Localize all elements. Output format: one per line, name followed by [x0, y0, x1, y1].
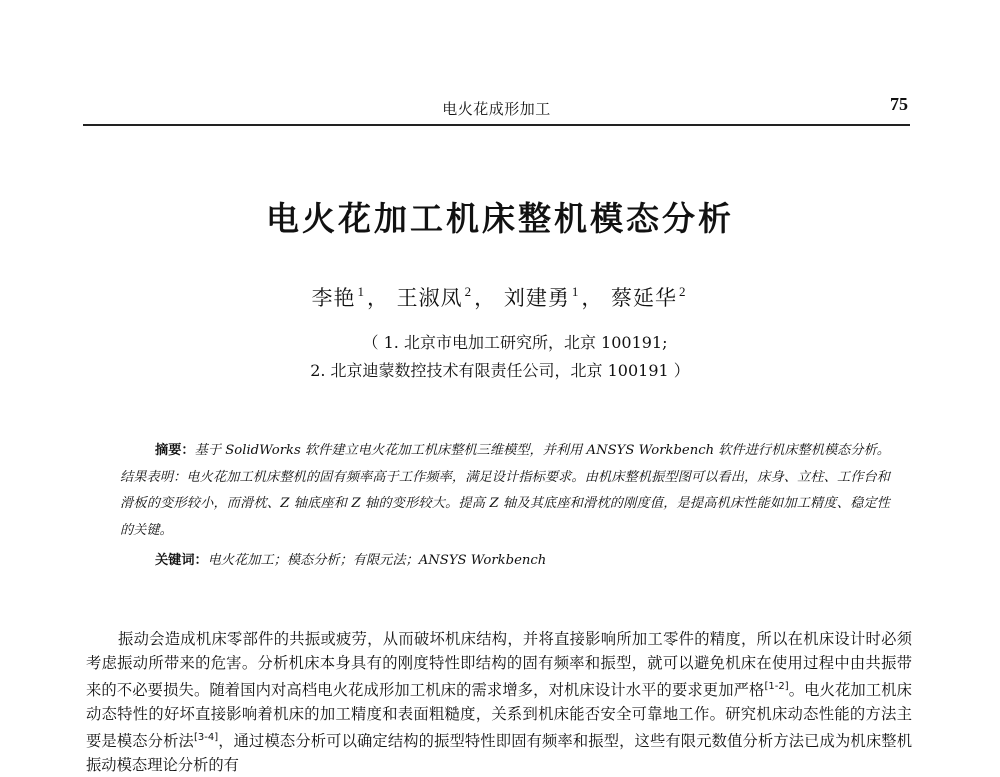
affiliation-line-2: 2. 北京迪蒙数控技术有限责任公司，北京 100191 ） — [310, 361, 690, 380]
author-name: 蔡延华 — [611, 286, 678, 310]
author-affiliation-mark: 1 — [357, 284, 365, 299]
journal-section-title: 电火花成形加工 — [442, 100, 551, 118]
author-list — [0, 282, 1000, 312]
keywords-text: 电火花加工；模态分析；有限元法；ANSYS Workbench — [207, 553, 547, 568]
page-number: 75 — [890, 94, 908, 114]
body-text-part: ，通过模态分析可以确定结构的振型特性即固有频率和振型，这些有限元数值分析方法已成为机床整机振动模态理论分析的有 — [86, 732, 912, 774]
keywords — [155, 549, 546, 568]
abstract — [120, 438, 890, 544]
author-name: 王淑凤 — [396, 286, 463, 310]
author-name: 李艳 — [311, 286, 356, 310]
citation: [3-4] — [193, 732, 219, 743]
author-separator: ， — [474, 286, 497, 310]
author-affiliation-mark: 1 — [571, 284, 580, 299]
affiliation-line-1: （ 1. 北京市电加工研究所，北京 100191; — [362, 333, 668, 352]
body-text-part: 。电火花加工机床动态特性的好坏直接影响着机床的加工精度和表面粗糙度，关系到机床能否安全可靠地工作。研究机床动态性能的方法主要是模态分析法 — [86, 681, 912, 750]
author-separator: ， — [581, 286, 604, 310]
author-name: 刘建勇 — [503, 286, 570, 310]
keywords-label: 关键词： — [155, 553, 208, 568]
body-text-part: 振动会造成机床零部件的共振或疲劳，从而破坏机床结构，并将直接影响所加工零件的精度，所以在机床设计时必须考虑振动所带来的危害。分析机床本身具有的刚度特性即结构的固有频率和振型，就可以避免机床在使用过程中由共振带来的不必要损失。随着国内对高档电火花成形加工机床的需求增多，对机床设计水平的要求更加严格 — [86, 630, 912, 699]
author-affiliation-mark: 2 — [679, 284, 687, 299]
running-header — [83, 92, 910, 126]
paper-title: 电火花加工机床整机模态分析 — [266, 199, 734, 238]
abstract-label: 摘要： — [155, 443, 195, 458]
author-affiliation-mark: 2 — [464, 284, 473, 299]
citation: [1-2] — [764, 681, 789, 692]
body-paragraph — [86, 627, 912, 777]
abstract-text: 基于 SolidWorks 软件建立电火花加工机床整机三维模型，并利用 ANSYS Workbench 软件进行机床整机模态分析。结果表明：电火花加工机床整机的固有频率高于工作频率，满足设计指标要求。由机床整机振型图可以看出，床身、立柱、工作台和滑板的变形较小，而滑枕、Z 轴底座和 Z 轴的变形较大。提高 Z 轴及其底座和滑枕的刚度值，是提高机床性能如加工精度、稳定性的关键。 — [120, 443, 890, 538]
author-separator: ， — [366, 286, 389, 310]
